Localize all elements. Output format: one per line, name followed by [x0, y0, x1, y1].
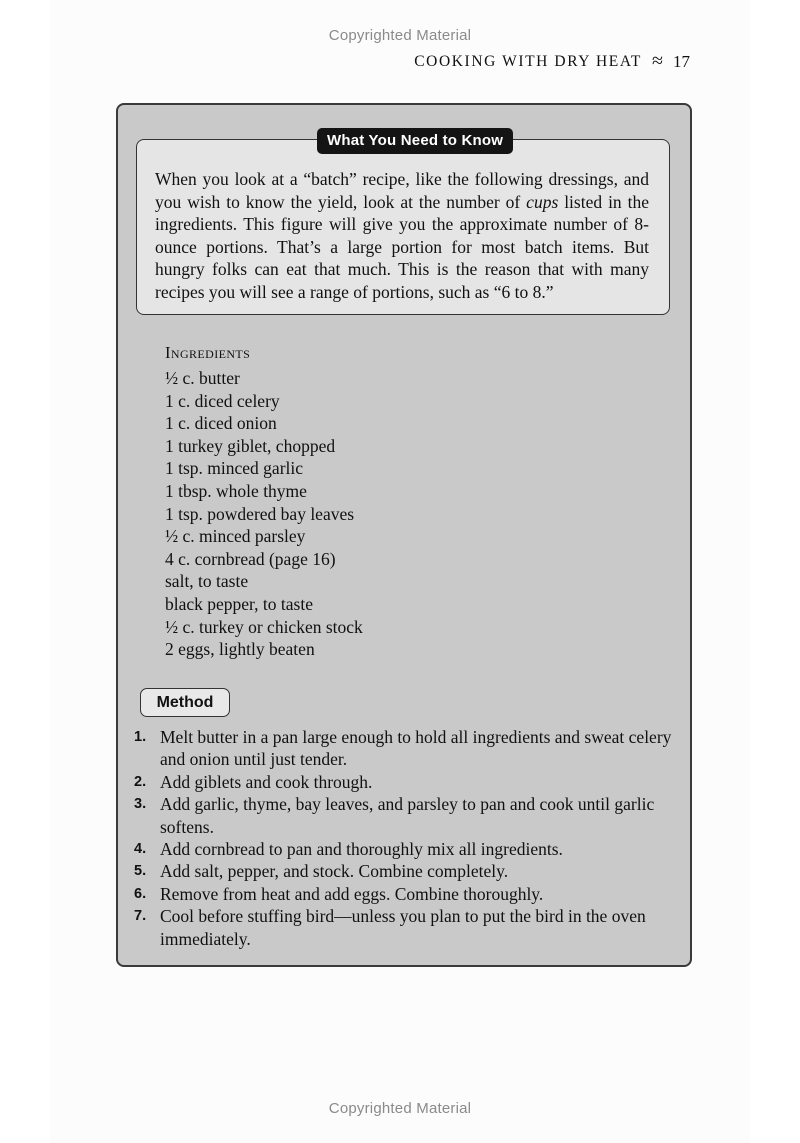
- step-number: 4.: [134, 841, 147, 858]
- method-step: [134, 883, 676, 905]
- step-number: 5.: [134, 863, 147, 880]
- method-step: [134, 905, 676, 950]
- step-text: Add cornbread to pan and thoroughly mix all ingredients.: [160, 839, 563, 860]
- step-number: 6.: [134, 885, 147, 902]
- watermark-top: Copyrighted Material: [328, 27, 472, 44]
- ingredient-item: black pepper, to taste: [165, 593, 313, 614]
- step-text: Melt butter in a pan large enough to hold all ingredients and sweat celery and onion until just tender.: [160, 727, 672, 770]
- method-step: [134, 771, 676, 793]
- method-step: [134, 793, 676, 838]
- watermark-bottom: Copyrighted Material: [328, 1100, 472, 1117]
- method-steps: [134, 726, 676, 950]
- step-text: Remove from heat and add eggs. Combine thoroughly.: [160, 883, 544, 904]
- ingredient-item: 1 tbsp. whole thyme: [165, 480, 307, 501]
- step-text: Cool before stuffing bird—unless you plan to put the bird in the oven immediately.: [160, 906, 646, 949]
- step-number: 3.: [134, 796, 147, 813]
- ingredients-list: [165, 367, 363, 661]
- ingredient-item: ½ c. turkey or chicken stock: [165, 616, 363, 637]
- ingredient-item: ½ c. butter: [165, 368, 240, 388]
- step-number: 7.: [134, 908, 147, 925]
- ingredient-item: 2 eggs, lightly beaten: [165, 639, 315, 660]
- method-step: [134, 860, 676, 882]
- ingredient-item: 1 tsp. powdered bay leaves: [165, 503, 355, 524]
- ingredient-item: 1 tsp. minced garlic: [165, 458, 304, 479]
- running-head: [414, 52, 690, 72]
- tip-text-emphasis: cups: [526, 191, 559, 212]
- tip-box: [136, 132, 670, 315]
- step-text: Add garlic, thyme, bay leaves, and parsley to pan and cook until garlic softens.: [160, 794, 655, 837]
- step-number: 1.: [134, 729, 147, 745]
- running-head-separator: ≈: [652, 50, 663, 72]
- ingredients-heading: Ingredients: [165, 343, 251, 362]
- method-step: [134, 838, 676, 860]
- tip-text-start: When you look at a “batch” recipe, like the following dressings, and you wish to know the yield, look at the number of: [155, 169, 649, 212]
- method-step: [134, 726, 676, 771]
- recipe-panel: [116, 103, 692, 967]
- ingredient-item: salt, to taste: [165, 571, 249, 592]
- ingredient-item: ½ c. minced parsley: [165, 526, 306, 547]
- tip-text-end: listed in the ingredients. This figure will give you the approximate number of 8-ounce portions. That’s a large portion for most batch items. But hungry folks can eat that much. This is the reason that with many recipes you will see a range of portions, such as “6 to 8.”: [155, 191, 650, 302]
- page-number: 17: [673, 52, 690, 71]
- ingredient-item: 1 turkey giblet, chopped: [165, 435, 336, 456]
- ingredient-item: 1 c. diced celery: [165, 390, 280, 411]
- method-heading: Method: [140, 688, 230, 717]
- ingredients-section: [165, 343, 363, 661]
- running-head-title: COOKING WITH DRY HEAT: [414, 53, 643, 70]
- step-text: Add giblets and cook through.: [160, 771, 373, 792]
- tip-heading: What You Need to Know: [317, 128, 513, 154]
- ingredient-item: 1 c. diced onion: [165, 413, 277, 434]
- step-number: 2.: [134, 773, 147, 790]
- tip-text: [155, 168, 649, 304]
- step-text: Add salt, pepper, and stock. Combine completely.: [160, 861, 509, 882]
- ingredient-item: 4 c. cornbread (page 16): [165, 548, 336, 569]
